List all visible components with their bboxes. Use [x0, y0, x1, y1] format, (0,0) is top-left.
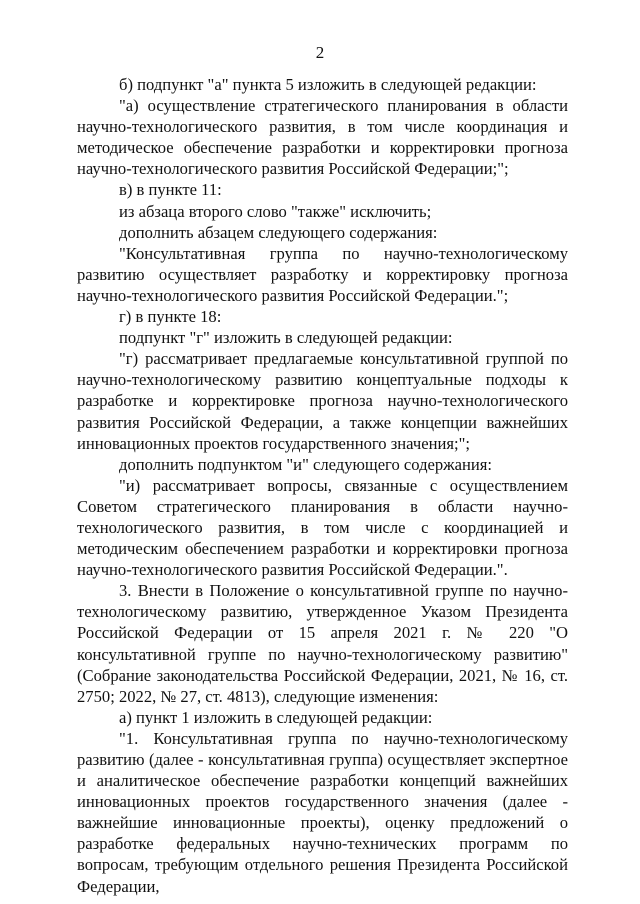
document-body — [77, 74, 568, 897]
paragraph-add-clause: дополнить абзацем следующего содержания: — [119, 222, 438, 242]
paragraph-subpoint-g: подпункт "г" изложить в следующей редакции: — [119, 328, 453, 348]
paragraph-quoted-consult-group: "Консультативная группа по научно-технологическому развитию осуществляет разработку и корректировку прогноза научно-технологического развития Российской Федерации."; — [77, 243, 568, 305]
paragraph-quoted-i: "и) рассматривает вопросы, связанные с осуществлением Советом стратегического планирования в области научно-технологического развития, в том числе с координацией и методическим обеспечением разработки и корректировки прогноза научно-технологического развития Российской Федерации.". — [77, 475, 568, 580]
paragraph-remove-word: из абзаца второго слово "также" исключить; — [119, 201, 432, 221]
paragraph-quoted-g: "г) рассматривает предлагаемые консультативной группой по научно-технологическому развитию концептуальные подходы к разработке и корректировке прогноза научно-технологического развития Российской Федерации, а также концепции важнейших инновационных проектов государственного значения;"; — [77, 349, 568, 453]
paragraph-a-point-1: а) пункт 1 изложить в следующей редакции: — [119, 707, 433, 727]
paragraph-g-point-18: г) в пункте 18: — [119, 307, 222, 327]
paragraph-b-subpoint-a: б) подпункт "а" пункта 5 изложить в следующей редакции: — [119, 75, 537, 94]
paragraph-quoted-a: "а) осуществление стратегического планирования в области научно-технологического развития, в том числе координация и методическое обеспечение разработки и корректировки прогноза научно-технологического развития Российской Федерации;"; — [77, 96, 568, 179]
paragraph-item-3: 3. Внести в Положение о консультативной группе по научно-технологическому развитию, утвержденное Указом Президента Российской Федерации от 15 апреля 2021 г. № 220 "О консультативной группе по научно-технологическому развитию" (Собрание законодательства Российской Федерации, 2021, № 16, ст. 2750; 2022, № 27, ст. 4813), следующие изменения: — [77, 581, 568, 706]
paragraph-v-point-11: в) в пункте 11: — [119, 180, 222, 200]
paragraph-quoted-1: "1. Консультативная группа по научно-технологическому развитию (далее - консультативная группа) осуществляет экспертное и аналитическое обеспечение разработки концепций важнейших инновационных проектов государственного значения (далее - важнейшие инновационные проекты), оценку предложений о разработке федеральных научно-технических программ по вопросам, требующим отдельного решения Президента Российской Федерации, — [77, 728, 568, 896]
page-number: 2 — [315, 43, 325, 62]
paragraph-add-subpoint-i: дополнить подпунктом "и" следующего содержания: — [119, 454, 493, 474]
